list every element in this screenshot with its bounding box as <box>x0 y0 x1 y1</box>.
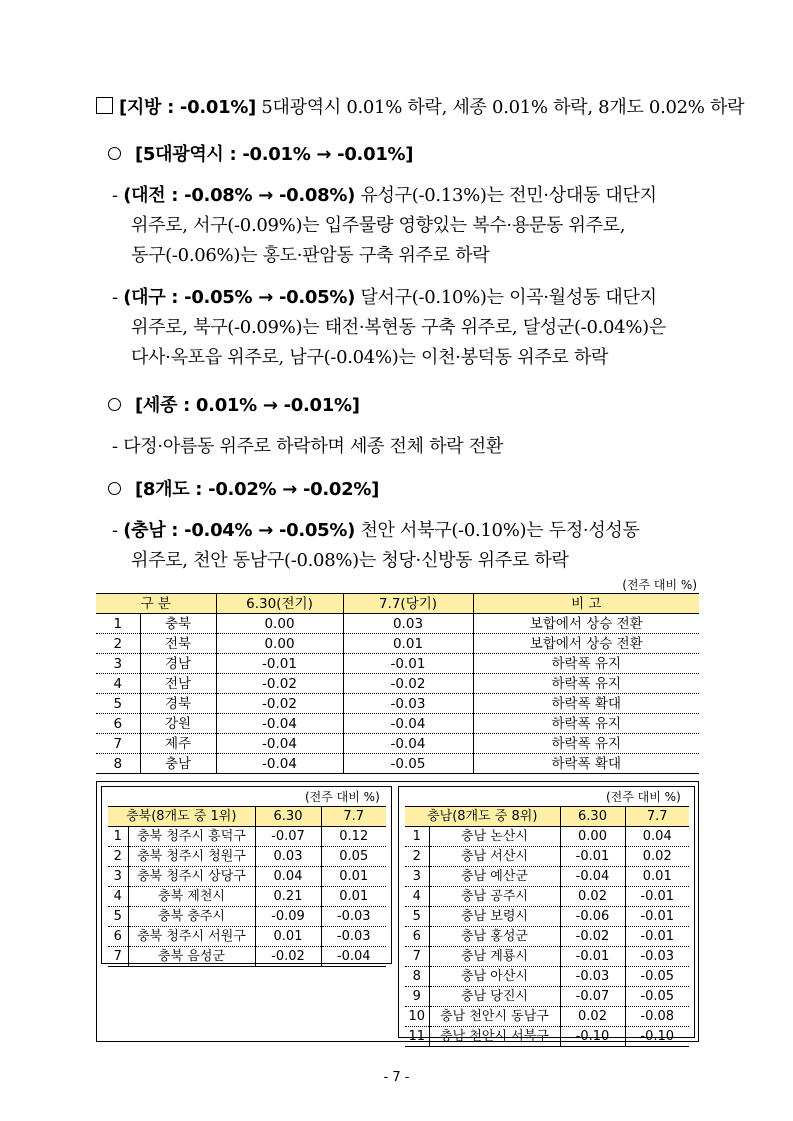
prev-value-cell: -0.02 <box>216 694 343 714</box>
table-row <box>108 947 386 967</box>
sejong-heading-text: [세종 : 0.01% → -0.01%] <box>135 395 360 416</box>
circle-bullet-icon <box>108 147 121 160</box>
prev-value-cell: -0.02 <box>255 947 321 967</box>
table-row <box>405 887 689 907</box>
remark-cell: 보합에서 상승 전환 <box>473 634 699 654</box>
table-row <box>405 847 689 867</box>
rank-cell: 6 <box>96 714 140 734</box>
region-cell: 충북 음성군 <box>128 947 255 967</box>
remark-cell: 하락폭 확대 <box>473 754 699 774</box>
curr-value-cell: 0.02 <box>625 847 689 867</box>
chungnam-header <box>405 807 689 827</box>
region-cell: 경북 <box>140 694 216 714</box>
chungbuk-header-prev: 6.30 <box>255 807 321 827</box>
curr-value-cell: -0.02 <box>343 674 473 694</box>
region-cell: 충남 천안시 서북구 <box>429 1027 560 1047</box>
remark-cell: 하락폭 확대 <box>473 694 699 714</box>
table-row <box>405 947 689 967</box>
curr-value-cell: -0.01 <box>625 907 689 927</box>
curr-value-cell: -0.05 <box>625 967 689 987</box>
dash-bullet: - <box>112 185 124 206</box>
rank-cell: 2 <box>405 847 429 867</box>
region-cell: 충북 충주시 <box>128 907 255 927</box>
prev-value-cell: -0.02 <box>216 674 343 694</box>
rank-cell: 2 <box>96 634 140 654</box>
region-cell: 전남 <box>140 674 216 694</box>
table-row <box>108 867 386 887</box>
prev-value-cell: -0.07 <box>560 987 625 1007</box>
rank-cell: 5 <box>405 907 429 927</box>
region-cell: 충남 논산시 <box>429 827 560 847</box>
prev-value-cell: 0.03 <box>255 847 321 867</box>
rank-cell: 1 <box>405 827 429 847</box>
region-cell: 충북 제천시 <box>128 887 255 907</box>
region-cell: 충남 천안시 동남구 <box>429 1007 560 1027</box>
curr-value-cell: -0.04 <box>321 947 386 967</box>
curr-value-cell: -0.08 <box>625 1007 689 1027</box>
daegu-line-2: 위주로, 북구(-0.09%)는 태전·복현동 구축 위주로, 달성군(-0.04%)은 <box>131 317 666 338</box>
chungnam-header-title: 충남(8개도 중 8위) <box>405 807 560 827</box>
region-cell: 충북 청주시 상당구 <box>128 867 255 887</box>
remark-cell: 하락폭 유지 <box>473 674 699 694</box>
daejeon-line-1 <box>112 181 657 207</box>
header-prev: 6.30(전기) <box>216 594 343 614</box>
prev-value-cell: 0.00 <box>216 634 343 654</box>
rank-cell: 11 <box>405 1027 429 1047</box>
table-row <box>405 967 689 987</box>
dash-bullet: - <box>112 520 124 541</box>
table-row <box>405 907 689 927</box>
table-row <box>96 734 699 754</box>
region-cell: 충남 공주시 <box>429 887 560 907</box>
header-category: 구 분 <box>96 594 216 614</box>
circle-bullet-icon <box>108 398 121 411</box>
daegu-line-1 <box>112 283 657 309</box>
curr-value-cell: 0.01 <box>321 867 386 887</box>
prev-value-cell: -0.01 <box>216 654 343 674</box>
table-row <box>108 887 386 907</box>
table-row <box>405 867 689 887</box>
main-table <box>96 593 699 774</box>
main-table-note: (전주 대비 %) <box>622 578 697 592</box>
region-cell: 충남 당진시 <box>429 987 560 1007</box>
rank-cell: 7 <box>405 947 429 967</box>
prev-value-cell: 0.02 <box>560 887 625 907</box>
dash-bullet: - <box>112 436 124 457</box>
rank-cell: 7 <box>108 947 128 967</box>
daejeon-label: (대전 : -0.08% → -0.08%) <box>123 185 356 206</box>
section-summary: 5대광역시 0.01% 하락, 세종 0.01% 하락, 8개도 0.02% 하락 <box>255 97 745 118</box>
table-row <box>405 827 689 847</box>
circle-bullet-icon <box>108 482 121 495</box>
rank-cell: 8 <box>405 967 429 987</box>
rank-cell: 1 <box>96 614 140 634</box>
chungbuk-header-curr: 7.7 <box>321 807 386 827</box>
region-cell: 충남 계룡시 <box>429 947 560 967</box>
remark-cell: 보합에서 상승 전환 <box>473 614 699 634</box>
region-cell: 강원 <box>140 714 216 734</box>
curr-value-cell: 0.01 <box>321 887 386 907</box>
sejong-heading <box>108 391 360 417</box>
table-row <box>405 1027 689 1047</box>
chungnam-line-1 <box>112 516 640 542</box>
table-row <box>96 694 699 714</box>
table-row <box>96 754 699 774</box>
table-row <box>96 634 699 654</box>
curr-value-cell: -0.03 <box>625 947 689 967</box>
rank-cell: 1 <box>108 827 128 847</box>
curr-value-cell: -0.10 <box>625 1027 689 1047</box>
chungnam-header-prev: 6.30 <box>560 807 625 827</box>
region-cell: 충북 청주시 청원구 <box>128 847 255 867</box>
prev-value-cell: 0.04 <box>255 867 321 887</box>
table-row <box>96 614 699 634</box>
prev-value-cell: -0.06 <box>560 907 625 927</box>
table-row <box>108 827 386 847</box>
curr-value-cell: 0.01 <box>625 867 689 887</box>
rank-cell: 4 <box>96 674 140 694</box>
curr-value-cell: 0.03 <box>343 614 473 634</box>
remark-cell: 하락폭 유지 <box>473 714 699 734</box>
table-row <box>405 987 689 1007</box>
curr-value-cell: -0.03 <box>343 694 473 714</box>
region-cell: 충북 청주시 흥덕구 <box>128 827 255 847</box>
rank-cell: 4 <box>108 887 128 907</box>
curr-value-cell: -0.01 <box>343 654 473 674</box>
table-row <box>96 654 699 674</box>
curr-value-cell: -0.05 <box>625 987 689 1007</box>
prev-value-cell: -0.01 <box>560 947 625 967</box>
region-cell: 충남 아산시 <box>429 967 560 987</box>
region-cell: 충북 청주시 서원구 <box>128 927 255 947</box>
rank-cell: 6 <box>405 927 429 947</box>
table-row <box>405 1007 689 1027</box>
curr-value-cell: -0.04 <box>343 734 473 754</box>
rank-cell: 2 <box>108 847 128 867</box>
chungbuk-header-title: 충북(8개도 중 1위) <box>108 807 255 827</box>
rank-cell: 8 <box>96 754 140 774</box>
remark-cell: 하락폭 유지 <box>473 734 699 754</box>
rank-cell: 5 <box>96 694 140 714</box>
daejeon-line-3: 동구(-0.06%)는 홍도·판암동 구축 위주로 하락 <box>131 245 490 266</box>
chungbuk-header <box>108 807 386 827</box>
region-cell: 제주 <box>140 734 216 754</box>
curr-value-cell: 0.04 <box>625 827 689 847</box>
prev-value-cell: -0.04 <box>216 754 343 774</box>
curr-value-cell: -0.05 <box>343 754 473 774</box>
table-row <box>96 674 699 694</box>
table-row <box>108 927 386 947</box>
region-cell: 경남 <box>140 654 216 674</box>
prev-value-cell: 0.21 <box>255 887 321 907</box>
daegu-line-3: 다사·옥포읍 위주로, 남구(-0.04%)는 이천·봉덕동 위주로 하락 <box>131 347 609 368</box>
region-cell: 충북 <box>140 614 216 634</box>
prev-value-cell: 0.01 <box>255 927 321 947</box>
metro-heading-text: [5대광역시 : -0.01% → -0.01%] <box>135 144 414 165</box>
remark-cell: 하락폭 유지 <box>473 654 699 674</box>
daegu-label: (대구 : -0.05% → -0.05%) <box>123 287 356 308</box>
prev-value-cell: 0.02 <box>560 1007 625 1027</box>
page-number: - 7 - <box>383 1070 410 1085</box>
curr-value-cell: 0.01 <box>343 634 473 654</box>
curr-value-cell: -0.04 <box>343 714 473 734</box>
rank-cell: 9 <box>405 987 429 1007</box>
table-row <box>405 927 689 947</box>
prev-value-cell: -0.03 <box>560 967 625 987</box>
provinces-heading <box>108 475 379 501</box>
table-row <box>108 907 386 927</box>
region-cell: 전북 <box>140 634 216 654</box>
prev-value-cell: -0.02 <box>560 927 625 947</box>
chungnam-header-curr: 7.7 <box>625 807 689 827</box>
header-curr: 7.7(당기) <box>343 594 473 614</box>
rank-cell: 3 <box>96 654 140 674</box>
checkbox-square-icon <box>96 97 113 114</box>
rank-cell: 4 <box>405 887 429 907</box>
curr-value-cell: -0.03 <box>321 927 386 947</box>
sejong-line <box>112 432 503 458</box>
chungnam-table <box>405 806 689 1047</box>
region-cell: 충남 보령시 <box>429 907 560 927</box>
prev-value-cell: 0.00 <box>560 827 625 847</box>
curr-value-cell: -0.03 <box>321 907 386 927</box>
chungbuk-note: (전주 대비 %) <box>305 790 380 804</box>
rank-cell: 6 <box>108 927 128 947</box>
rank-cell: 3 <box>108 867 128 887</box>
prev-value-cell: -0.10 <box>560 1027 625 1047</box>
region-cell: 충남 홍성군 <box>429 927 560 947</box>
prev-value-cell: 0.00 <box>216 614 343 634</box>
sejong-text: 다정·아름동 위주로 하락하며 세종 전체 하락 전환 <box>123 436 503 457</box>
prev-value-cell: -0.04 <box>560 867 625 887</box>
prev-value-cell: -0.09 <box>255 907 321 927</box>
curr-value-cell: 0.12 <box>321 827 386 847</box>
table-row <box>108 847 386 867</box>
curr-value-cell: 0.05 <box>321 847 386 867</box>
region-cell: 충남 <box>140 754 216 774</box>
prev-value-cell: -0.04 <box>216 734 343 754</box>
section-title: [지방 : -0.01%] <box>119 97 256 118</box>
chungnam-text-1: 천안 서북구(-0.10%)는 두정·성성동 <box>355 520 640 541</box>
rank-cell: 3 <box>405 867 429 887</box>
provinces-heading-text: [8개도 : -0.02% → -0.02%] <box>135 479 380 500</box>
curr-value-cell: -0.01 <box>625 887 689 907</box>
prev-value-cell: -0.04 <box>216 714 343 734</box>
chungbuk-table <box>108 806 386 967</box>
rank-cell: 10 <box>405 1007 429 1027</box>
rank-cell: 7 <box>96 734 140 754</box>
chungnam-line-2: 위주로, 천안 동남구(-0.08%)는 청당·신방동 위주로 하락 <box>131 550 569 571</box>
rank-cell: 5 <box>108 907 128 927</box>
curr-value-cell: -0.01 <box>625 927 689 947</box>
prev-value-cell: -0.01 <box>560 847 625 867</box>
table-row <box>96 714 699 734</box>
dash-bullet: - <box>112 287 124 308</box>
chungnam-label: (충남 : -0.04% → -0.05%) <box>123 520 356 541</box>
header-remark: 비 고 <box>473 594 699 614</box>
main-table-header <box>96 594 699 614</box>
section-header <box>96 93 744 119</box>
daegu-text-1: 달서구(-0.10%)는 이곡·월성동 대단지 <box>355 287 657 308</box>
daejeon-text-1: 유성구(-0.13%)는 전민·상대동 대단지 <box>355 185 657 206</box>
metro-heading <box>108 140 413 166</box>
daejeon-line-2: 위주로, 서구(-0.09%)는 입주물량 영향있는 복수·용문동 위주로, <box>131 215 626 236</box>
region-cell: 충남 서산시 <box>429 847 560 867</box>
region-cell: 충남 예산군 <box>429 867 560 887</box>
prev-value-cell: -0.07 <box>255 827 321 847</box>
chungnam-note: (전주 대비 %) <box>606 790 681 804</box>
